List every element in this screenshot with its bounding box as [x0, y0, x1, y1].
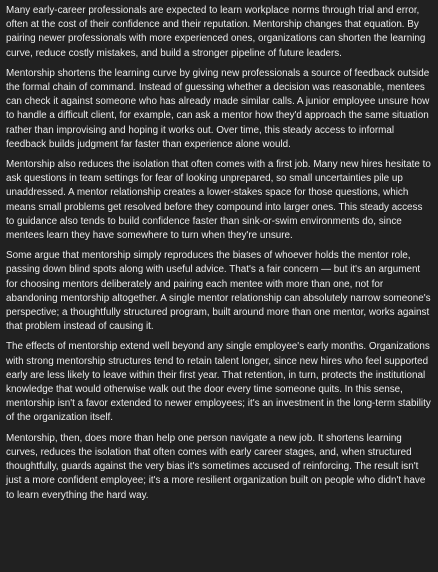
paragraph-bias-counterargument: Some argue that mentorship simply reproduces the biases of whoever holds the mentor role, passing down blind spots along with useful advice. That's a fair concern — but it's an argument for choosing mentors deliberately and pairing each mentee with more than one, not for abandoning mentorship altogether. A single mentor relationship can absolutely narrow someone's perspective; a thoughtfully structured program, built around more than one mentor, works against that problem instead of causing it. — [6, 250, 431, 333]
paragraph-learning-curve: Mentorship shortens the learning curve by giving new professionals a source of feedback outside the formal chain of command. Instead of guessing whether a decision was reasonable, mentees can check it against someone who has already made similar calls. A junior employee unsure how to handle a difficult client, for example, can ask a mentor how they'd approach the same situation rather than improvising and hoping it works out. Over time, this steady access to informal feedback builds judgment far faster than experience alone would. — [6, 67, 430, 150]
paragraph-isolation: Mentorship also reduces the isolation that often comes with a first job. Many new hires hesitate to ask questions in team settings for fear of looking unprepared, so small uncertainties pile up unaddressed. A mentor relationship creates a lower-stakes space for those questions, which means small problems get resolved before they compound into larger ones. This steady access to guidance also tends to build confidence faster than sink-or-swim environments do, since mentees learn they have somewhere to turn when they're unsure. — [6, 159, 431, 242]
paragraph-conclusion: Mentorship, then, does more than help one person navigate a new job. It shortens learning curves, reduces the isolation that often comes with early career stages, and, when structured thoughtfully, guards against the very bias it's sometimes accused of reinforcing. The result isn't just a more confident employee; it's a more resilient organization built on people who didn't have to learn everything the hard way. — [6, 432, 426, 501]
paragraph-intro: Many early-career professionals are expected to learn workplace norms through trial and error, often at the cost of their confidence and their reputation. Mentorship changes that equation. By pairing newer professionals with more experienced ones, organizations can shorten the learning curve, reduce costly mistakes, and build a stronger pipeline of future leaders. — [6, 5, 426, 59]
paragraph-retention: The effects of mentorship extend well beyond any single employee's early months. Organizations with strong mentorship structures tend to retain talent longer, since new hires who feel supported early are less likely to leave within their first year. That retention, in turn, protects the institutional knowledge that would otherwise walk out the door every time someone quits. In this sense, mentorship isn't a favor extended to newer employees; it's an investment in the long-term stability of the organization itself. — [6, 341, 431, 424]
